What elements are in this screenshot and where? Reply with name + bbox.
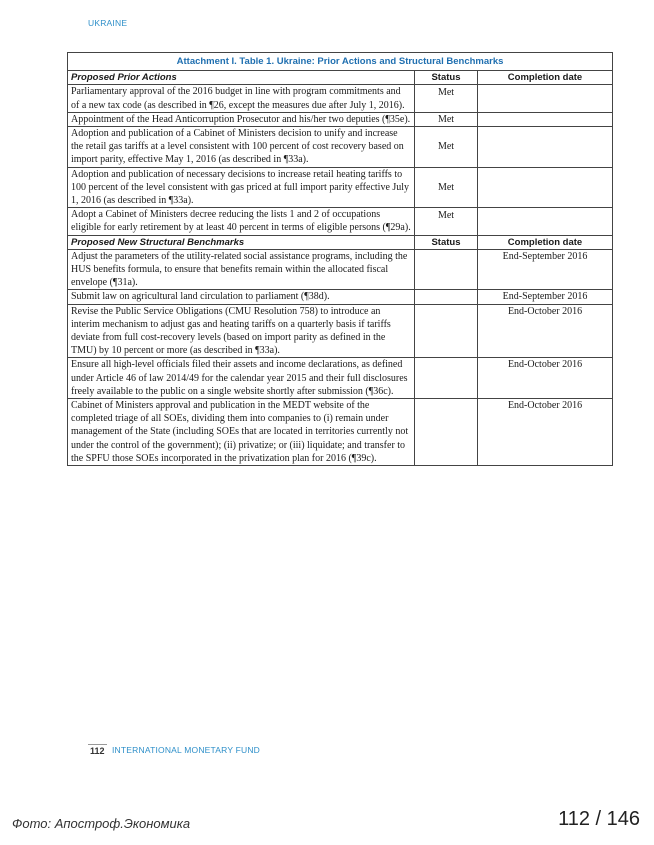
row-item: Parliamentary approval of the 2016 budget in line with program commitments and of a new tax code (as described in ¶26, except the measures due after July 1, 2016). — [68, 85, 415, 112]
row-status: Met — [415, 167, 478, 208]
table-row — [68, 167, 613, 208]
row-item: Revise the Public Service Obligations (CMU Resolution 758) to introduce an interim mechanism to adjust gas and heating tariffs on a quarterly basis if tariffs deviate from full cost-recovery levels (based on import parity as defined in the TMU) by 10 percent or more (as described in ¶33a). — [68, 304, 415, 358]
section-heading: Proposed New Structural Benchmarks — [68, 235, 415, 249]
row-item: Cabinet of Ministers approval and publication in the MEDT website of the completed triage of all SOEs, dividing them into companies to (i) remain under management of the State (including SOEs that are located in territories currently not under the control of the government); (ii) privatize; or (iii) liquidate; and transfer to the SPFU those SOEs incorporated in the privatization plan for 2016 (¶39c). — [68, 399, 415, 466]
row-item: Adoption and publication of necessary decisions to increase retail heating tariffs to 100 percent of the level consistent with gas priced at full import parity effective July 1, 2016 (as described in ¶33a). — [68, 167, 415, 208]
row-item: Ensure all high-level officials filed their assets and income declarations, as defined under Article 46 of law 2014/49 for the calendar year 2015 and their full disclosures freely available to the public on a single website shortly after submission (¶36c). — [68, 358, 415, 399]
row-date: End-September 2016 — [478, 290, 613, 304]
status-column-header: Status — [415, 71, 478, 85]
table-row — [68, 127, 613, 168]
table-row — [68, 208, 613, 235]
row-status — [415, 399, 478, 466]
row-status: Met — [415, 85, 478, 112]
row-item: Submit law on agricultural land circulation to parliament (¶38d). — [68, 290, 415, 304]
row-date — [478, 112, 613, 126]
row-status — [415, 290, 478, 304]
page-counter: 112 / 146 — [558, 808, 640, 830]
table-row — [68, 304, 613, 358]
row-date — [478, 208, 613, 235]
benchmarks-table — [67, 52, 613, 466]
table-title: Attachment I. Table 1. Ukraine: Prior Actions and Structural Benchmarks — [68, 53, 613, 71]
table-row — [68, 112, 613, 126]
running-header-country: UKRAINE — [88, 18, 128, 28]
row-item: Adoption and publication of a Cabinet of Ministers decision to unify and increase the retail gas tariffs at a level consistent with 100 percent of cost recovery based on import parity, effective May 1, 2016 (as described in ¶33a). — [68, 127, 415, 168]
row-item: Appointment of the Head Anticorruption Prosecutor and his/her two deputies (¶35e). — [68, 112, 415, 126]
footer-organization: INTERNATIONAL MONETARY FUND — [112, 745, 261, 755]
table-row — [68, 358, 613, 399]
status-column-header: Status — [415, 235, 478, 249]
table-title-row — [68, 53, 613, 71]
row-item: Adjust the parameters of the utility-related social assistance programs, including the HUS benefits formula, to ensure that benefits remain within the allocated fiscal envelope (¶31a). — [68, 249, 415, 290]
row-status: Met — [415, 127, 478, 168]
row-date: End-October 2016 — [478, 304, 613, 358]
table-row — [68, 249, 613, 290]
section-heading: Proposed Prior Actions — [68, 71, 415, 85]
page-number: 112 — [90, 746, 105, 756]
row-date: End-October 2016 — [478, 358, 613, 399]
row-status — [415, 249, 478, 290]
row-date — [478, 167, 613, 208]
table-row — [68, 290, 613, 304]
row-date: End-October 2016 — [478, 399, 613, 466]
table-row — [68, 85, 613, 112]
row-date — [478, 85, 613, 112]
section-header-row — [68, 235, 613, 249]
date-column-header: Completion date — [478, 71, 613, 85]
date-column-header: Completion date — [478, 235, 613, 249]
table-row — [68, 399, 613, 466]
row-item: Adopt a Cabinet of Ministers decree reducing the lists 1 and 2 of occupations eligible for early retirement by at least 40 percent in terms of eligible persons (¶29a). — [68, 208, 415, 235]
row-status: Met — [415, 208, 478, 235]
section-header-row — [68, 71, 613, 85]
row-status — [415, 358, 478, 399]
row-date — [478, 127, 613, 168]
row-date: End-September 2016 — [478, 249, 613, 290]
row-status: Met — [415, 112, 478, 126]
row-status — [415, 304, 478, 358]
photo-credit: Фото: Апостроф.Экономика — [12, 816, 191, 831]
